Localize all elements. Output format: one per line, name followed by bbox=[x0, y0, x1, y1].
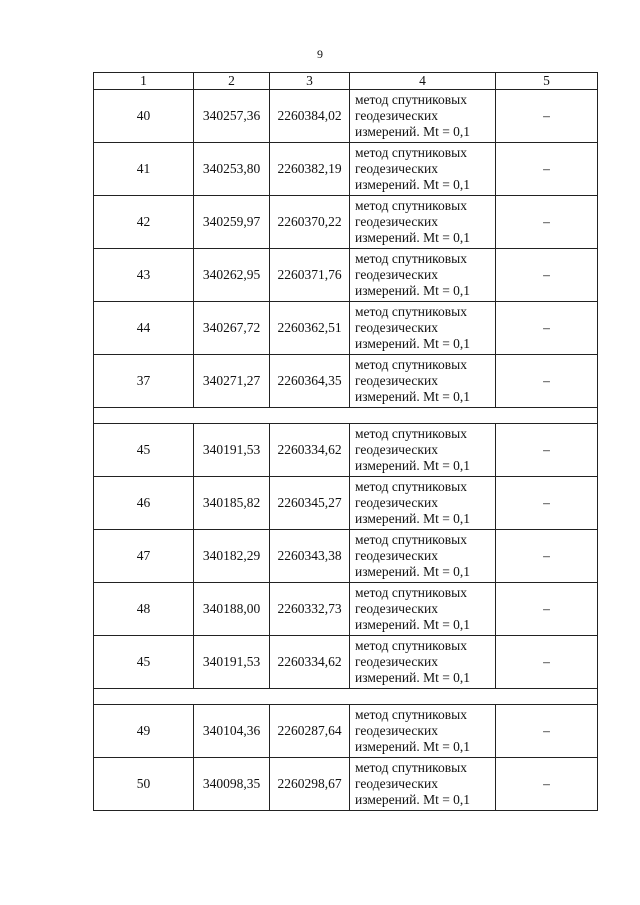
page-number: 9 bbox=[317, 47, 323, 61]
y-coordinate-cell: 2260334,62 bbox=[270, 636, 350, 689]
point-id-cell: 48 bbox=[94, 583, 194, 636]
method-line: геодезических bbox=[355, 267, 438, 282]
method-line: измерений. Mt = 0,1 bbox=[355, 739, 471, 754]
method-line: метод спутниковых bbox=[355, 479, 467, 494]
x-coordinate-cell: 340253,80 bbox=[194, 143, 270, 196]
header-col-2: 2 bbox=[194, 73, 270, 90]
method-line: метод спутниковых bbox=[355, 426, 467, 441]
method-line: метод спутниковых bbox=[355, 585, 467, 600]
x-coordinate-cell: 340271,27 bbox=[194, 355, 270, 408]
method-cell bbox=[350, 249, 496, 302]
x-coordinate-cell: 340191,53 bbox=[194, 424, 270, 477]
note-cell: – bbox=[496, 302, 598, 355]
table-row bbox=[94, 530, 598, 583]
method-line: метод спутниковых bbox=[355, 707, 467, 722]
note-cell: – bbox=[496, 196, 598, 249]
point-id-cell: 46 bbox=[94, 477, 194, 530]
method-line: измерений. Mt = 0,1 bbox=[355, 124, 471, 139]
table-header-row bbox=[94, 73, 598, 90]
method-cell bbox=[350, 143, 496, 196]
point-id-cell: 42 bbox=[94, 196, 194, 249]
header-col-1: 1 bbox=[94, 73, 194, 90]
point-id-cell: 49 bbox=[94, 705, 194, 758]
method-cell bbox=[350, 424, 496, 477]
method-cell bbox=[350, 90, 496, 143]
method-line: метод спутниковых bbox=[355, 145, 467, 160]
y-coordinate-cell: 2260371,76 bbox=[270, 249, 350, 302]
table-row bbox=[94, 705, 598, 758]
note-cell: – bbox=[496, 583, 598, 636]
x-coordinate-cell: 340182,29 bbox=[194, 530, 270, 583]
method-line: измерений. Mt = 0,1 bbox=[355, 336, 471, 351]
point-id-cell: 41 bbox=[94, 143, 194, 196]
method-line: измерений. Mt = 0,1 bbox=[355, 283, 471, 298]
point-id-cell: 47 bbox=[94, 530, 194, 583]
table-body bbox=[94, 90, 598, 811]
method-line: метод спутниковых bbox=[355, 760, 467, 775]
table-row bbox=[94, 143, 598, 196]
y-coordinate-cell: 2260370,22 bbox=[270, 196, 350, 249]
method-line: геодезических bbox=[355, 495, 438, 510]
x-coordinate-cell: 340259,97 bbox=[194, 196, 270, 249]
table-row bbox=[94, 424, 598, 477]
table-row bbox=[94, 249, 598, 302]
method-line: измерений. Mt = 0,1 bbox=[355, 617, 471, 632]
method-line: геодезических bbox=[355, 723, 438, 738]
method-line: измерений. Mt = 0,1 bbox=[355, 230, 471, 245]
point-id-cell: 40 bbox=[94, 90, 194, 143]
method-line: метод спутниковых bbox=[355, 198, 467, 213]
y-coordinate-cell: 2260384,02 bbox=[270, 90, 350, 143]
y-coordinate-cell: 2260332,73 bbox=[270, 583, 350, 636]
y-coordinate-cell: 2260382,19 bbox=[270, 143, 350, 196]
y-coordinate-cell: 2260287,64 bbox=[270, 705, 350, 758]
separator-cell bbox=[94, 689, 598, 705]
note-cell: – bbox=[496, 705, 598, 758]
point-id-cell: 45 bbox=[94, 424, 194, 477]
method-line: геодезических bbox=[355, 548, 438, 563]
method-line: измерений. Mt = 0,1 bbox=[355, 564, 471, 579]
method-line: геодезических bbox=[355, 601, 438, 616]
table-row bbox=[94, 758, 598, 811]
method-line: метод спутниковых bbox=[355, 92, 467, 107]
method-cell bbox=[350, 355, 496, 408]
x-coordinate-cell: 340104,36 bbox=[194, 705, 270, 758]
method-cell bbox=[350, 196, 496, 249]
coordinates-table bbox=[93, 72, 598, 811]
x-coordinate-cell: 340191,53 bbox=[194, 636, 270, 689]
note-cell: – bbox=[496, 758, 598, 811]
y-coordinate-cell: 2260364,35 bbox=[270, 355, 350, 408]
method-line: измерений. Mt = 0,1 bbox=[355, 511, 471, 526]
point-id-cell: 50 bbox=[94, 758, 194, 811]
method-cell bbox=[350, 705, 496, 758]
table-row bbox=[94, 90, 598, 143]
method-line: метод спутниковых bbox=[355, 251, 467, 266]
x-coordinate-cell: 340098,35 bbox=[194, 758, 270, 811]
point-id-cell: 44 bbox=[94, 302, 194, 355]
method-line: геодезических bbox=[355, 654, 438, 669]
note-cell: – bbox=[496, 424, 598, 477]
table-row bbox=[94, 302, 598, 355]
y-coordinate-cell: 2260298,67 bbox=[270, 758, 350, 811]
header-col-3: 3 bbox=[270, 73, 350, 90]
method-cell bbox=[350, 302, 496, 355]
method-line: измерений. Mt = 0,1 bbox=[355, 458, 471, 473]
method-line: геодезических bbox=[355, 776, 438, 791]
table-row bbox=[94, 355, 598, 408]
point-id-cell: 45 bbox=[94, 636, 194, 689]
method-cell bbox=[350, 758, 496, 811]
table-separator-row bbox=[94, 689, 598, 705]
note-cell: – bbox=[496, 477, 598, 530]
method-line: геодезических bbox=[355, 108, 438, 123]
header-col-5: 5 bbox=[496, 73, 598, 90]
x-coordinate-cell: 340185,82 bbox=[194, 477, 270, 530]
method-line: геодезических bbox=[355, 214, 438, 229]
method-line: измерений. Mt = 0,1 bbox=[355, 792, 471, 807]
header-col-4: 4 bbox=[350, 73, 496, 90]
x-coordinate-cell: 340188,00 bbox=[194, 583, 270, 636]
x-coordinate-cell: 340267,72 bbox=[194, 302, 270, 355]
note-cell: – bbox=[496, 636, 598, 689]
table-separator-row bbox=[94, 408, 598, 424]
y-coordinate-cell: 2260343,38 bbox=[270, 530, 350, 583]
method-line: геодезических bbox=[355, 161, 438, 176]
note-cell: – bbox=[496, 143, 598, 196]
method-line: метод спутниковых bbox=[355, 532, 467, 547]
method-line: геодезических bbox=[355, 373, 438, 388]
point-id-cell: 43 bbox=[94, 249, 194, 302]
method-line: геодезических bbox=[355, 320, 438, 335]
table-row bbox=[94, 196, 598, 249]
note-cell: – bbox=[496, 355, 598, 408]
x-coordinate-cell: 340262,95 bbox=[194, 249, 270, 302]
method-line: геодезических bbox=[355, 442, 438, 457]
note-cell: – bbox=[496, 249, 598, 302]
y-coordinate-cell: 2260334,62 bbox=[270, 424, 350, 477]
method-line: метод спутниковых bbox=[355, 638, 467, 653]
method-cell bbox=[350, 583, 496, 636]
x-coordinate-cell: 340257,36 bbox=[194, 90, 270, 143]
table-row bbox=[94, 477, 598, 530]
method-line: измерений. Mt = 0,1 bbox=[355, 389, 471, 404]
point-id-cell: 37 bbox=[94, 355, 194, 408]
y-coordinate-cell: 2260345,27 bbox=[270, 477, 350, 530]
method-line: измерений. Mt = 0,1 bbox=[355, 670, 471, 685]
method-line: метод спутниковых bbox=[355, 304, 467, 319]
table-row bbox=[94, 583, 598, 636]
table-row bbox=[94, 636, 598, 689]
method-cell bbox=[350, 636, 496, 689]
method-line: метод спутниковых bbox=[355, 357, 467, 372]
method-line: измерений. Mt = 0,1 bbox=[355, 177, 471, 192]
y-coordinate-cell: 2260362,51 bbox=[270, 302, 350, 355]
note-cell: – bbox=[496, 90, 598, 143]
method-cell bbox=[350, 530, 496, 583]
note-cell: – bbox=[496, 530, 598, 583]
separator-cell bbox=[94, 408, 598, 424]
method-cell bbox=[350, 477, 496, 530]
